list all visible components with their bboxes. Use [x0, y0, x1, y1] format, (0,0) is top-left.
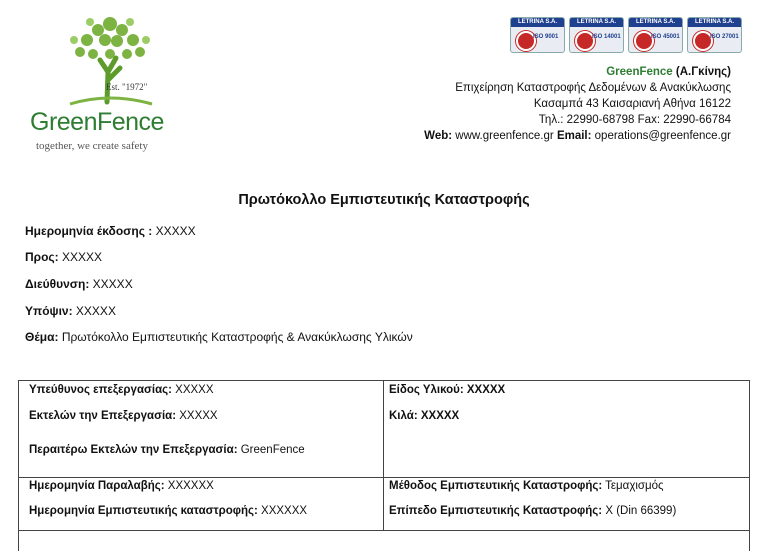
cell-value: GreenFence [240, 444, 305, 456]
cell-value: XXXXX [179, 410, 218, 422]
field-value: XXXXX [62, 250, 103, 264]
cell-label: Είδος Υλικού: [389, 384, 464, 396]
cell-destruction-date [29, 505, 307, 517]
field-attention [25, 304, 116, 318]
badge-standard: ISO 27001 [710, 34, 739, 40]
company-web-email [424, 128, 731, 144]
company-name-brand: GreenFence [606, 66, 673, 78]
company-name [424, 64, 731, 80]
cell-label: Ημερομηνία Παραλαβής: [29, 480, 165, 492]
field-label: Προς: [25, 250, 59, 264]
logo-name: GreenFence [30, 108, 164, 136]
field-label: Διεύθυνση: [25, 277, 90, 291]
badge-issuer: LETRINA S.A. [570, 18, 623, 27]
cell-label: Ημερομηνία Εμπιστευτικής καταστροφής: [29, 505, 258, 517]
field-subject [25, 330, 413, 344]
document-title: Πρωτόκολλο Εμπιστευτικής Καταστροφής [238, 192, 530, 208]
details-table [18, 380, 750, 551]
iso-badge [628, 17, 683, 53]
table-column-divider [383, 381, 384, 530]
cell-value: XXXXXX [261, 505, 308, 517]
cell-label: Μέθοδος Εμπιστευτικής Καταστροφής: [389, 480, 603, 492]
iso-badge [569, 17, 624, 53]
email-label: Email: [556, 130, 592, 142]
email-link[interactable]: operations@greenfence.gr [594, 130, 731, 142]
cell-material-type [389, 384, 505, 396]
cell-label: Εκτελών την Επεξεργασία: [29, 410, 177, 422]
certification-badges [510, 17, 742, 53]
field-value: XXXXX [75, 304, 116, 318]
company-phone: Τηλ.: 22990-68798 Fax: 22990-66784 [538, 114, 731, 126]
company-name-owner: (Α.Γκίνης) [672, 66, 731, 78]
cell-label: Επίπεδο Εμπιστευτικής Καταστροφής: [389, 505, 603, 517]
cell-value: XXXXXX [167, 480, 214, 492]
field-value: XXXXX [155, 224, 196, 238]
field-value: XXXXX [92, 277, 133, 291]
field-value: Πρωτόκολλο Εμπιστευτικής Καταστροφής & Ανακύκλωσης Υλικών [61, 330, 413, 344]
field-label: Θέμα: [25, 330, 59, 344]
field-issue-date [25, 224, 196, 238]
company-description: Επιχείρηση Καταστροφής Δεδομένων & Ανακύκλωσης [455, 82, 731, 94]
company-logo [28, 10, 188, 150]
iso-badge [510, 17, 565, 53]
web-link[interactable]: www.greenfence.gr [455, 130, 554, 142]
cell-destruction-method [389, 480, 664, 492]
cell-controller [29, 384, 214, 396]
cell-value: XXXXX [175, 384, 214, 396]
cell-label: Κιλά: [389, 410, 418, 422]
cell-value: Τεμαχισμός [605, 480, 664, 492]
table-row-divider [19, 477, 749, 478]
badge-issuer: LETRINA S.A. [511, 18, 564, 27]
web-label: Web: [424, 130, 453, 142]
field-label: Υπόψιν: [25, 304, 73, 318]
table-row-divider [19, 530, 749, 531]
cell-subprocessor [29, 444, 305, 456]
tree-icon [60, 10, 160, 108]
field-to [25, 250, 102, 264]
badge-standard: ISO 45001 [651, 34, 680, 40]
badge-issuer: LETRINA S.A. [688, 18, 741, 27]
logo-tagline: together, we create safety [36, 140, 148, 152]
cell-processor [29, 410, 218, 422]
cell-receipt-date [29, 480, 214, 492]
cell-weight [389, 410, 459, 422]
iso-badge [687, 17, 742, 53]
field-address [25, 277, 133, 291]
cell-value: X (Din 66399) [605, 505, 677, 517]
company-contact [424, 64, 731, 144]
cell-value: XXXXX [466, 384, 506, 396]
field-label: Ημερομηνία έκδοσης : [25, 224, 153, 238]
badge-issuer: LETRINA S.A. [629, 18, 682, 27]
cell-label: Υπεύθυνος επεξεργασίας: [29, 384, 172, 396]
cell-label: Περαιτέρω Εκτελών την Επεξεργασία: [29, 444, 238, 456]
company-address: Κασαμπά 43 Καισαριανή Αθήνα 16122 [533, 98, 731, 110]
cell-value: XXXXX [420, 410, 460, 422]
badge-standard: ISO 9001 [533, 34, 559, 40]
cell-destruction-level [389, 505, 676, 517]
badge-standard: ISO 14001 [592, 34, 621, 40]
logo-est: Est. "1972" [106, 82, 148, 92]
